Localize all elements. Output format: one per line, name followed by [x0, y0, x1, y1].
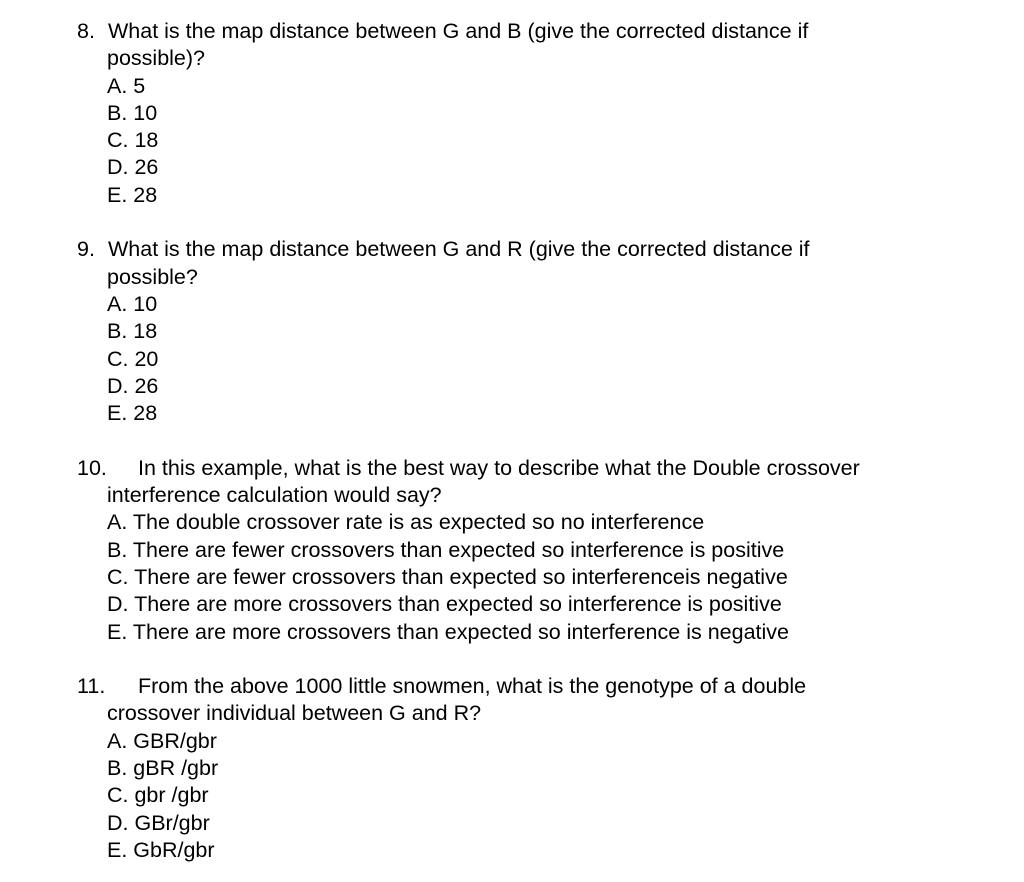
- question-9-header: [77, 236, 967, 263]
- option-e: E. 28: [107, 182, 158, 207]
- option-d: D. There are more crossovers than expected so interference is positive: [107, 592, 782, 617]
- answer-options: [77, 509, 967, 645]
- question-8-header: [77, 18, 967, 45]
- spacer: [0, 209, 1024, 236]
- option-c: C. There are fewer crossovers than expected so interferenceis negative: [107, 564, 788, 589]
- option-a: A. The double crossover rate is as expected so no interference: [107, 510, 705, 535]
- option-e: E. GbR/gbr: [107, 837, 215, 862]
- option-a: A. 5: [107, 73, 146, 98]
- question-11: [77, 673, 967, 864]
- option-c: C. 18: [107, 128, 159, 153]
- option-c: C. 20: [107, 346, 159, 371]
- answer-options: [77, 291, 967, 427]
- spacer: [0, 427, 1024, 454]
- question-text-line-2: possible)?: [107, 46, 205, 71]
- spacer: [0, 646, 1024, 673]
- option-b: B. There are fewer crossovers than expected so interference is positive: [107, 537, 785, 562]
- question-10-header: [77, 455, 967, 482]
- question-text-line-1: In this example, what is the best way to describe what the Double crossover: [138, 455, 860, 480]
- question-text-line-2: interference calculation would say?: [107, 483, 442, 508]
- option-d: D. 26: [107, 155, 159, 180]
- question-text-line-2: crossover individual between G and R?: [107, 701, 482, 726]
- option-a: A. 10: [107, 291, 158, 316]
- option-e: E. There are more crossovers than expected so interference is negative: [107, 619, 789, 644]
- option-d: D. GBr/gbr: [107, 810, 210, 835]
- question-number: 11.: [77, 674, 106, 699]
- option-d: D. 26: [107, 373, 159, 398]
- question-text-line-1: What is the map distance between G and B (give the corrected distance if: [108, 19, 809, 43]
- answer-options: [77, 728, 967, 864]
- question-number: 8.: [77, 19, 95, 43]
- question-text-line-2: possible?: [107, 264, 198, 289]
- option-b: B. 18: [107, 319, 158, 344]
- question-text-line-1: From the above 1000 little snowmen, what is the genotype of a double: [138, 674, 807, 699]
- option-a: A. GBR/gbr: [107, 728, 217, 753]
- question-number: 10.: [77, 455, 107, 480]
- option-e: E. 28: [107, 401, 158, 426]
- question-sheet: [0, 18, 1024, 864]
- option-b: B. gBR /gbr: [107, 756, 219, 781]
- question-9: [77, 236, 967, 427]
- option-b: B. 10: [107, 100, 158, 125]
- question-text-line-1: What is the map distance between G and R (give the corrected distance if: [108, 237, 810, 262]
- answer-options: [77, 73, 967, 209]
- question-8: [77, 18, 967, 209]
- question-11-header: [77, 673, 967, 700]
- question-10: [77, 455, 967, 646]
- question-number: 9.: [77, 237, 95, 262]
- option-c: C. gbr /gbr: [107, 783, 209, 808]
